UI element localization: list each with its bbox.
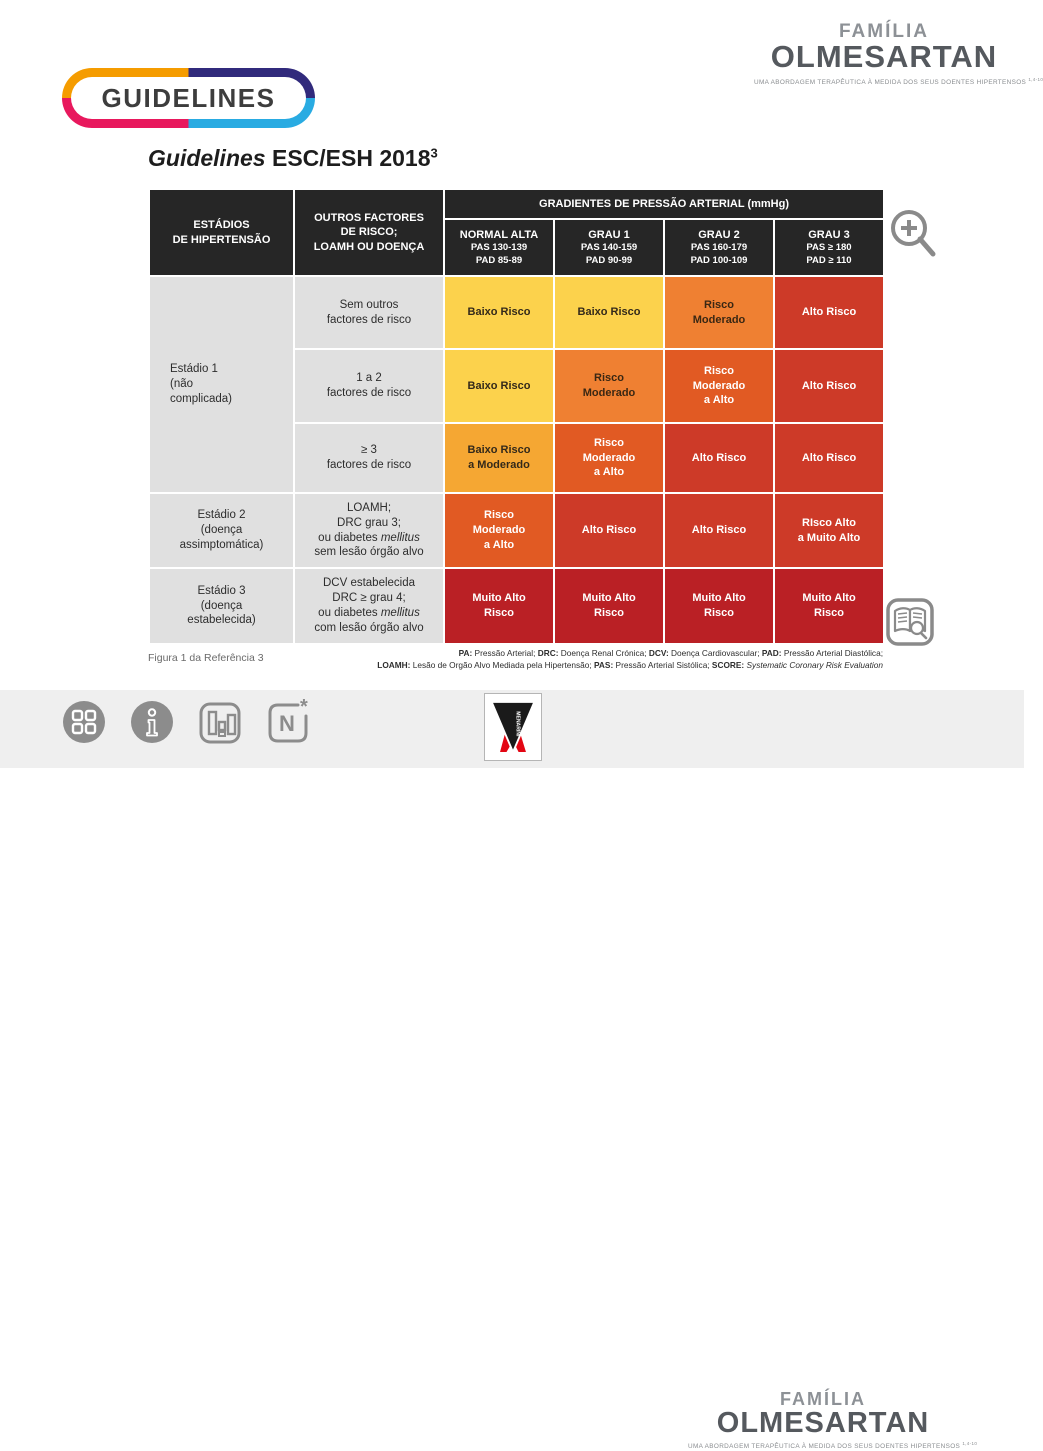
header-gradientes: GRADIENTES DE PRESSÃO ARTERIAL (mmHg) (444, 189, 884, 219)
page-title: Guidelines ESC/ESH 2018$^3$ (148, 145, 438, 171)
notes-icon[interactable] (266, 696, 310, 744)
svg-text:N: N (279, 711, 295, 736)
grid-menu-icon[interactable] (62, 700, 106, 744)
header-estadios: ESTÁDIOS DE HIPERTENSÃO (149, 189, 294, 276)
table-row (149, 493, 884, 568)
brand-tagline: UMA ABORDAGEM TERAPÊUTICA À MEDIDA DOS SEUS DOENTES HIPERTENSOS $^{1,4-10}$ (754, 76, 1043, 86)
risk-table (148, 188, 885, 645)
stage-cell: Estádio 2 (doença assimptomática) (149, 493, 294, 568)
info-icon[interactable] (130, 700, 174, 744)
factors-cell: 1 a 2 factores de risco (294, 349, 444, 423)
risk-cell: Muito Alto Risco (664, 568, 774, 644)
risk-cell: Risco Moderado a Alto (664, 349, 774, 423)
risk-cell: Baixo Risco a Moderado (444, 423, 554, 493)
menarini-logo (484, 693, 542, 761)
risk-cell: Risco Moderado (554, 349, 664, 423)
zoom-in-icon[interactable] (886, 205, 940, 266)
brand-familia: FAMÍLIA (839, 21, 929, 42)
factors-cell: Sem outros factores de risco (294, 276, 444, 349)
table-row (149, 276, 884, 349)
header-grade-1: GRAU 1 PAS 140-159 PAD 90-99 (554, 219, 664, 276)
risk-cell: Alto Risco (554, 493, 664, 568)
abbreviations: PA: Pressão Arterial; DRC: Doença Renal Crónica; DCV: Doença Cardiovascular; PAD: Pressão Arterial Diastólica; LOAMH: Lesão de Orgão Alvo Mediada pela Hipertensão; PAS: Pressão Arterial Sistólica; SCORE: Systematic Coronary Risk Evaluation (377, 648, 883, 671)
risk-cell: RIsco Alto a Muito Alto (774, 493, 884, 568)
header-grade-normal-alta: NORMAL ALTA PAS 130-139 PAD 85-89 (444, 219, 554, 276)
risk-cell: Alto Risco (774, 276, 884, 349)
stage-cell: Estádio 1 (não complicada) (149, 276, 294, 493)
risk-cell: Baixo Risco (554, 276, 664, 349)
risk-cell: Alto Risco (774, 349, 884, 423)
header-outros-factores: OUTROS FACTORES DE RISCO; LOAMH OU DOENÇA (294, 189, 444, 276)
risk-cell: Alto Risco (664, 423, 774, 493)
brand-logo-top (754, 21, 1043, 86)
charts-icon[interactable] (198, 700, 242, 744)
factors-cell: DCV estabelecida DRC ≥ grau 4; ou diabetes mellitus com lesão órgão alvo (294, 568, 444, 644)
factors-cell: LOAMH; DRC grau 3; ou diabetes mellitus sem lesão órgão alvo (294, 493, 444, 568)
reference-book-icon[interactable] (884, 595, 936, 654)
factors-cell: ≥ 3 factores de risco (294, 423, 444, 493)
guidelines-badge-label: GUIDELINES (71, 77, 306, 119)
risk-cell: Alto Risco (664, 493, 774, 568)
risk-cell: Risco Moderado a Alto (554, 423, 664, 493)
bottom-bar (0, 690, 1024, 1451)
risk-cell: Muito Alto Risco (554, 568, 664, 644)
nav-icons (62, 696, 310, 744)
risk-cell: Risco Moderado a Alto (444, 493, 554, 568)
figure-reference: Figura 1 da Referência 3 (148, 652, 264, 664)
guidelines-badge (62, 68, 315, 128)
risk-cell: Muito Alto Risco (444, 568, 554, 644)
brand-olmesartan: OLMESARTAN (770, 39, 998, 74)
table-row (149, 568, 884, 644)
risk-cell: Risco Moderado (664, 276, 774, 349)
brand-logo-bottom: FAMÍLIA OLMESARTAN UMA ABORDAGEM TERAPÊUTICA À MEDIDA DOS SEUS DOENTES HIPERTENSOS $^{1,4-10}$ (688, 1389, 978, 1451)
risk-cell: Baixo Risco (444, 276, 554, 349)
stage-cell: Estádio 3 (doença estabelecida) (149, 568, 294, 644)
risk-cell: Muito Alto Risco (774, 568, 884, 644)
header-grade-3: GRAU 3 PAS ≥ 180 PAD ≥ 110 (774, 219, 884, 276)
risk-cell: Alto Risco (774, 423, 884, 493)
menarini-label: MENARINI (514, 711, 521, 737)
risk-cell: Baixo Risco (444, 349, 554, 423)
svg-text:*: * (300, 696, 308, 718)
header-grade-2: GRAU 2 PAS 160-179 PAD 100-109 (664, 219, 774, 276)
